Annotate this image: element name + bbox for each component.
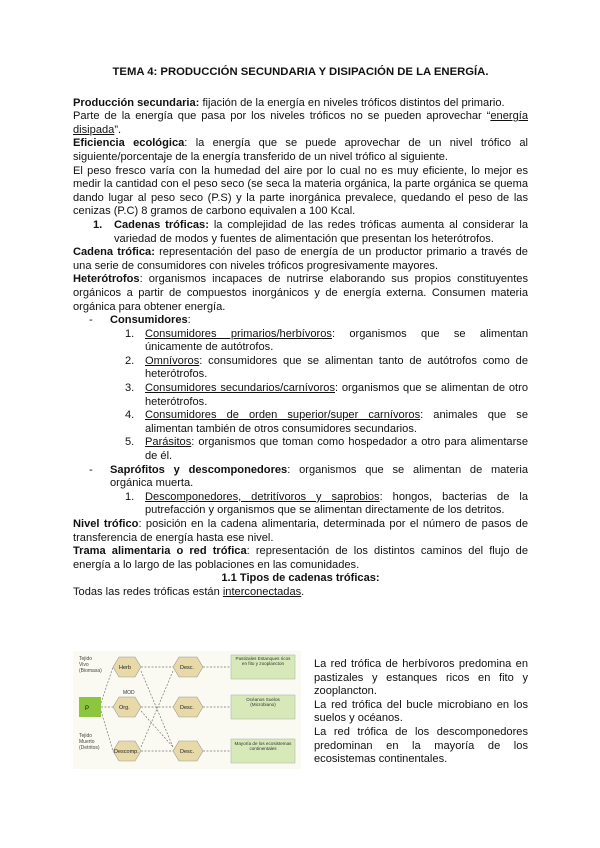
underlined-term: Consumidores de orden superior/super carnívoros xyxy=(145,409,421,422)
term-label: Trama alimentaria o red trófica xyxy=(73,545,247,558)
item-number: 1. xyxy=(125,490,135,503)
item-number: 1. xyxy=(93,218,103,231)
box-label: Océanos Suelos (Microbiano) xyxy=(246,697,280,708)
term-text: : consumidores que se alimentan tanto de autótrofos como de heterótrofos. xyxy=(145,354,528,381)
term-label: Saprófitos y descomponedores xyxy=(110,463,288,476)
hex-label: Desc. xyxy=(180,665,195,671)
dash-marker: - xyxy=(89,314,93,327)
list-item xyxy=(73,436,528,463)
page-title: TEMA 4: PRODUCCIÓN SECUNDARIA Y DISIPACIÓN DE LA ENERGÍA. xyxy=(112,66,489,78)
underlined-term: Parásitos xyxy=(145,436,192,449)
paragraph-heterotrofos xyxy=(73,273,528,314)
paragraph-eficiencia-ecologica xyxy=(73,137,528,164)
list-item xyxy=(73,491,528,518)
paragraph-produccion-secundaria xyxy=(73,97,528,111)
box-oceanos-text-wrap xyxy=(233,697,293,719)
term-text: : hongos, bacterias de la putrefacción y organismos que se alimentan directamente de los detritos. xyxy=(145,490,528,517)
consumidores-list xyxy=(73,328,528,464)
underlined-term: energía disipada xyxy=(73,110,528,136)
term-label: Eficiencia ecológica xyxy=(73,137,185,150)
label-line: Tejido xyxy=(79,656,93,662)
paragraph-cadena-trofica xyxy=(73,246,528,273)
term-text: : organismos que se alimentan de otro heterótrofos. xyxy=(145,382,528,408)
term-text: la complejidad de las redes tróficas aumenta al considerar la variedad de modos y fuentes de alimentación que presentan los heterótrofos. xyxy=(114,218,528,245)
term-label: Nivel trófico xyxy=(73,518,139,530)
text: ”. xyxy=(114,123,122,136)
text: Parte de la energía que pasa por los niveles tróficos no se pueden aprovechar “ xyxy=(73,110,491,123)
term-text: : representación de los distintos caminos del flujo de energía a lo largo de las poblaciones en las comunidades. xyxy=(73,545,528,571)
term-text: : posición en la cadena alimentaria, determinada por el número de pasos de transferencia de energía hasta ese nivel. xyxy=(73,518,528,544)
underlined-term: Consumidores secundarios/carnívoros xyxy=(145,382,336,395)
label-line: Vivo xyxy=(79,662,89,668)
term-text: : animales que se alimentan también de otros consumidores secundarios. xyxy=(145,409,528,435)
paragraph-nivel-trofico xyxy=(73,518,528,545)
term-text: : organismos que se alimentan de materia orgánica muerta. xyxy=(110,463,529,490)
item-number: 1. xyxy=(125,327,135,340)
document-page xyxy=(73,66,529,766)
box-label: Pastizales Estanques ricos en fito y zooplancton xyxy=(235,656,291,667)
paragraph-interconectadas xyxy=(73,586,528,600)
term-label: Consumidores xyxy=(110,314,188,327)
term-text: fijación de la energía en niveles tróficos distintos del primario. xyxy=(199,96,505,109)
list-item xyxy=(73,409,528,436)
underlined-term: Descomponedores, detritívoros y saprobios xyxy=(145,490,380,503)
term-text: : organismos que se alimentan únicamente de autótrofos. xyxy=(145,327,529,354)
item-number: 5. xyxy=(125,436,135,449)
list-item xyxy=(73,328,528,355)
term-label: Heterótrofos xyxy=(73,273,140,286)
dash-item-saprofitos xyxy=(73,464,528,491)
producer-box xyxy=(79,697,101,717)
paragraph-peso-fresco: El peso fresco varía con la humedad del aire por lo cual no es muy eficiente, lo mejor es medir la cantidad con el peso seco (se seca la materia orgánica, la parte orgánica se quema dando lugar al peso seco (P.S) y la parte inorgánica prevalece, quedando el peso de las cenizas (P.C) 8 gramos de carbono equivalen a 100 Kcal. xyxy=(73,164,528,218)
term-label: Cadena trófica: xyxy=(73,246,155,259)
figure-paragraph: La red trófica del bucle microbiano en los suelos y océanos. xyxy=(314,698,528,725)
label-line: Tejido xyxy=(79,733,93,739)
underlined-term: Omnívoros xyxy=(145,354,200,367)
term-text: representación del paso de energía de un productor primario a través de una serie de consumidores con niveles tróficos progresivamente mayores. xyxy=(73,246,528,272)
term-text: : organismos incapaces de nutrirse elaborando sus propios constituyentes orgánicos a partir de compuestos inorgánicos y de energía externa. Consumen materia orgánica para obtener energía. xyxy=(73,273,528,313)
hex-label: Herb xyxy=(119,665,131,671)
text: Todas las redes tróficas están xyxy=(73,585,223,598)
label-line: Muerto xyxy=(79,739,95,745)
label-line: (Biomasa) xyxy=(79,668,102,674)
figure-explanation xyxy=(314,658,528,767)
figure-paragraph: La red trófica de herbívoros predomina en pastizales y estanques ricos en fito y zooplancton. xyxy=(314,658,528,698)
item-number: 2. xyxy=(125,354,135,367)
hex-label: Desc. xyxy=(180,705,195,711)
dash-item-consumidores xyxy=(73,314,528,328)
section-heading-tipos: 1.1 Tipos de cadenas tróficas: xyxy=(221,572,380,585)
item-number: 4. xyxy=(125,409,135,422)
item-number: 3. xyxy=(125,382,135,395)
text: . xyxy=(301,585,305,598)
underlined-term: Consumidores primarios/herbívoros xyxy=(145,327,332,340)
box-pastizales-text-wrap xyxy=(233,656,293,679)
colon: : xyxy=(187,314,191,327)
box-label: Mayoría de los ecosistemas continentales xyxy=(234,741,292,752)
paragraph-energia-disipada xyxy=(73,110,528,137)
box-continentales-text-wrap xyxy=(233,741,293,763)
term-label: Producción secundaria: xyxy=(73,96,200,109)
hex-label: Descomp. xyxy=(114,749,139,755)
trophic-network-diagram xyxy=(73,651,301,769)
term-label: Cadenas tróficas: xyxy=(114,218,209,231)
list-item xyxy=(73,355,528,382)
underlined-term: interconectadas xyxy=(222,585,302,598)
term-text: : la energía que se puede aprovechar de un nivel trófico al siguiente/porcentaje de la energía transferido de un nivel trófico al siguiente. xyxy=(73,137,528,163)
term-text: : organismos que toman como hospedador a otro para alimentarse de él. xyxy=(145,436,528,463)
mod-label: MOD xyxy=(123,690,135,696)
numbered-item-cadenas-troficas xyxy=(73,219,528,246)
producer-label: P xyxy=(85,706,90,712)
hex-label: Desc. xyxy=(180,749,195,755)
hex-label: Org. xyxy=(119,705,130,711)
list-item xyxy=(73,382,528,409)
figure-paragraph: La red trófica de los descomponedores predominan en la mayoría de los ecosistemas continentales. xyxy=(314,725,528,766)
dash-marker: - xyxy=(89,463,93,476)
label-line: (Detritos) xyxy=(79,745,100,751)
paragraph-trama-alimentaria xyxy=(73,545,528,572)
